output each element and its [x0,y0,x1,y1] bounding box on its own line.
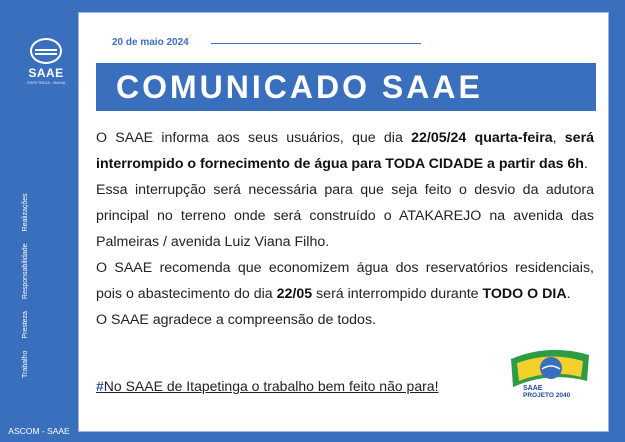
p3-date: 22/05 [276,286,313,302]
badge-label-1: SAAE [523,385,543,392]
p3-end: . [566,286,571,302]
logo-text: SAAE [28,66,64,80]
p1-highlight: será interrompido o fornecimento de água para TODA CIDADE a partir das 6h [96,130,594,172]
title-banner [96,63,596,111]
projeto-2040-badge [509,341,591,399]
p1-sep: , [552,130,565,146]
p1-date: 22/05/24 quarta-feira [411,130,553,146]
saae-logo [26,38,66,85]
p1-text: O SAAE informa aos seus usuários, que dia [96,130,412,146]
sidebar [0,0,78,442]
p3-text-2: será interrompido durante [312,286,483,302]
value-word: Trabalho [22,350,29,378]
value-word: Realizações [22,193,29,232]
hash-symbol: # [96,378,104,394]
water-drop-logo-icon [30,38,62,64]
announcement-date: 20 de maio 2024 [112,37,189,48]
paragraph-1 [96,125,594,177]
p3-highlight: TODO O DIA [482,286,567,302]
hashtag-slogan [96,378,438,394]
sidebar-values [22,183,29,378]
date-divider [211,43,421,44]
badge-label-2: PROJETO 2040 [523,392,571,399]
paragraph-2: Essa interrupção será necessária para que seja feito o desvio da adutora principal no terreno onde será construído o ATAKAREJO na avenida das Palmeiras / avenida Luiz Viana Filho. [96,182,594,250]
value-word: Presteza [22,311,29,339]
p3-text: O SAAE recomenda que economizem água dos reservatórios residenciais, pois o abastecimento do dia [96,260,594,302]
paragraph-3 [96,255,594,307]
announcement-card [78,12,609,432]
logo-subtitle: ITAPETINGA - BAHIA [26,80,66,85]
paragraph-4: O SAAE agradece a compreensão de todos. [96,312,376,328]
ascom-footer: ASCOM - SAAE [8,426,70,436]
announcement-body [96,125,594,333]
p1-end: . [583,156,588,172]
hashtag-text: No SAAE de Itapetinga o trabalho bem feito não para! [103,378,439,394]
page-title: COMUNICADO SAAE [116,69,483,105]
value-word: Responsabilidade [22,243,29,300]
